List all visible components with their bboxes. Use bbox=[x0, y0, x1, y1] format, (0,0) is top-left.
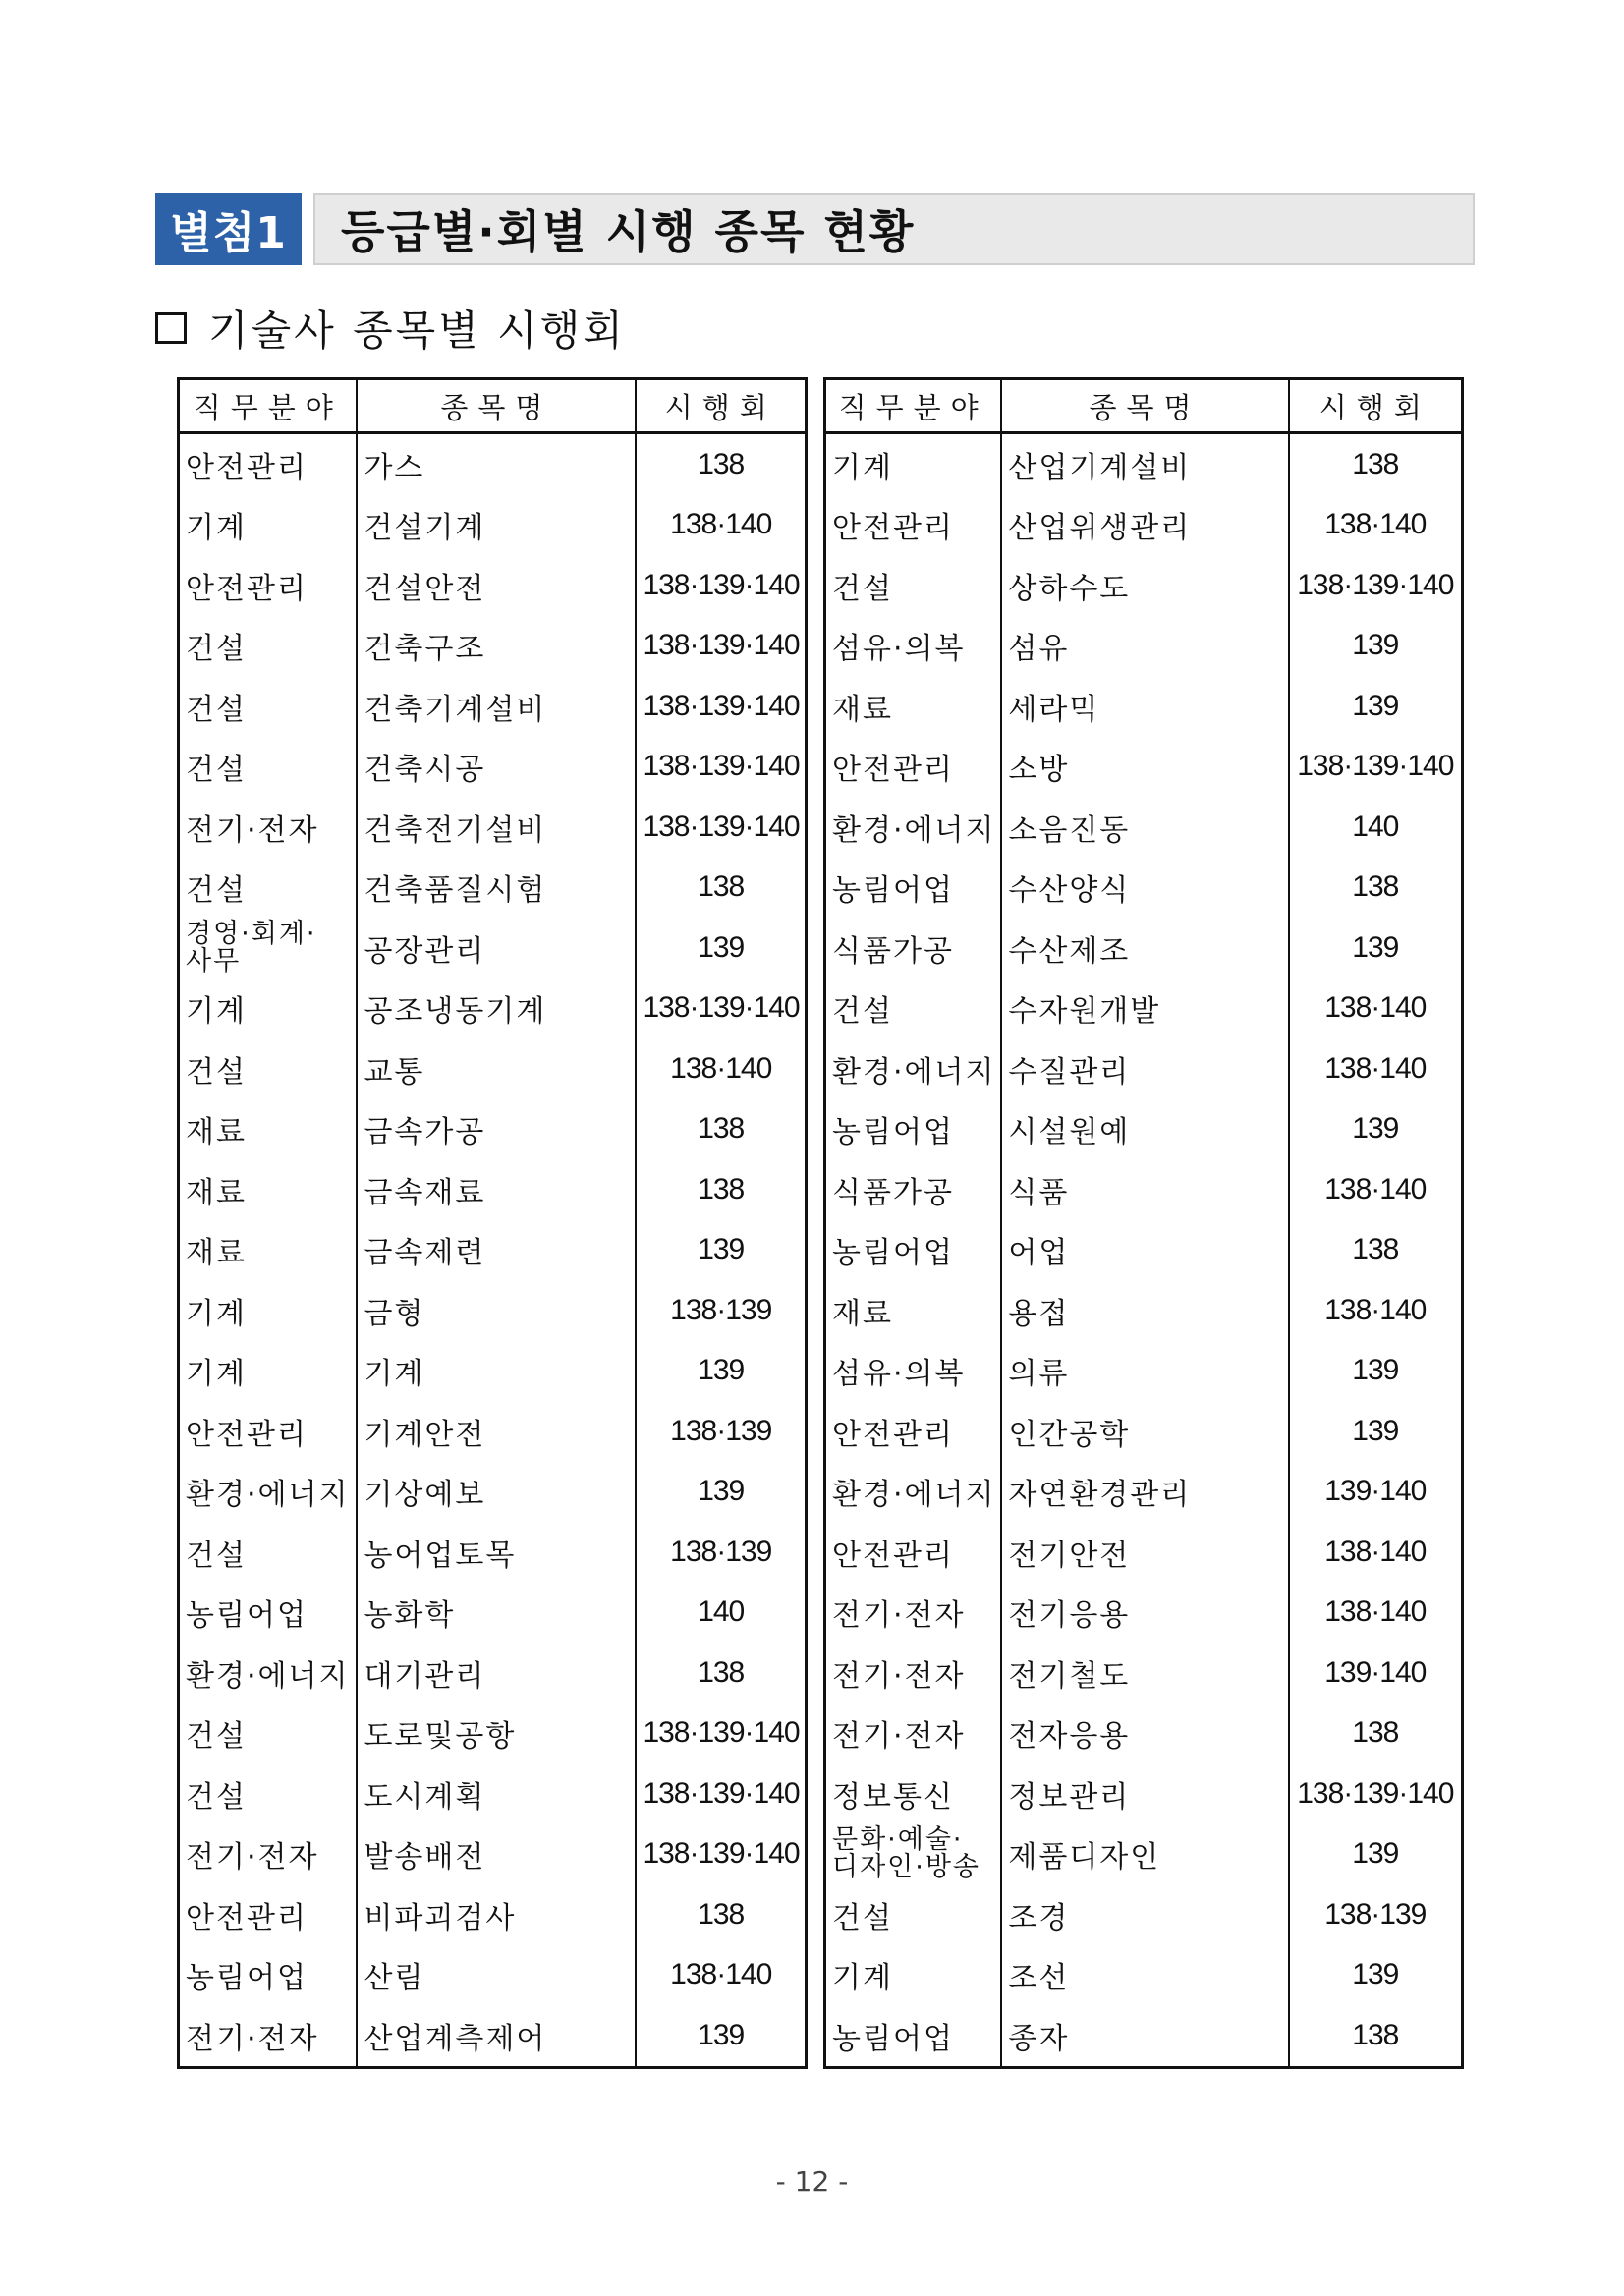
table-row bbox=[825, 1522, 1463, 1583]
item-name-cell: 비파괴검사 bbox=[357, 1884, 636, 1945]
item-name-cell: 건설기계 bbox=[357, 495, 636, 556]
job-field-cell: 농림어업 bbox=[186, 1598, 308, 1634]
column-header-rounds: 시행회 bbox=[1289, 379, 1463, 433]
rounds-cell: 138·140 bbox=[636, 1945, 806, 2006]
column-header-item: 종목명 bbox=[357, 379, 636, 433]
item-name-cell: 산업위생관리 bbox=[1001, 495, 1288, 556]
table-header-row bbox=[825, 379, 1463, 433]
job-field-line: 경영·회계· bbox=[186, 918, 317, 949]
job-field-cell: 환경·에너지 bbox=[832, 1054, 996, 1090]
table-row bbox=[825, 797, 1463, 858]
appendix-badge: 별첨1 bbox=[155, 193, 302, 265]
job-field-cell: 건설 bbox=[186, 1538, 247, 1573]
rounds-cell: 138·140 bbox=[1289, 495, 1463, 556]
table-row bbox=[825, 858, 1463, 919]
item-name-cell: 전기안전 bbox=[1001, 1522, 1288, 1583]
rounds-cell: 138·140 bbox=[1289, 1583, 1463, 1644]
item-name-cell: 건축품질시험 bbox=[357, 858, 636, 919]
job-field-cell: 기계 bbox=[186, 1357, 247, 1392]
table-row bbox=[179, 1704, 807, 1764]
job-field-cell: 농림어업 bbox=[186, 1961, 308, 1996]
job-field-cell: 전기·전자 bbox=[186, 1840, 319, 1876]
table-row bbox=[825, 495, 1463, 556]
job-field-cell: 건설 bbox=[186, 753, 247, 788]
rounds-cell: 139 bbox=[1289, 676, 1463, 737]
job-field-cell: 식품가공 bbox=[832, 933, 954, 969]
item-name-cell: 산림 bbox=[357, 1945, 636, 2006]
job-field-cell: 정보통신 bbox=[832, 1779, 954, 1815]
rounds-cell: 140 bbox=[1289, 797, 1463, 858]
rounds-cell: 138 bbox=[636, 1643, 806, 1704]
item-name-cell: 가스 bbox=[357, 433, 636, 495]
table-row bbox=[179, 676, 807, 737]
rounds-cell: 139 bbox=[1289, 616, 1463, 677]
rounds-cell: 138·139 bbox=[636, 1522, 806, 1583]
table-row bbox=[179, 1159, 807, 1220]
table-row bbox=[179, 918, 807, 979]
rounds-cell: 138 bbox=[1289, 2005, 1463, 2067]
table-row bbox=[825, 737, 1463, 798]
table-row bbox=[179, 1583, 807, 1644]
rounds-cell: 138·139·140 bbox=[1289, 737, 1463, 798]
rounds-cell: 138·139·140 bbox=[1289, 1764, 1463, 1824]
job-field-cell: 섬유·의복 bbox=[832, 1357, 966, 1392]
job-field-cell: 전기·전자 bbox=[832, 1658, 966, 1694]
rounds-cell: 138 bbox=[1289, 433, 1463, 495]
table-row bbox=[825, 1764, 1463, 1824]
appendix-title bbox=[155, 193, 1475, 265]
rounds-cell: 138 bbox=[636, 1884, 806, 1945]
item-name-cell: 인간공학 bbox=[1001, 1401, 1288, 1462]
job-field-cell: 기계 bbox=[186, 1296, 247, 1331]
item-name-cell: 조선 bbox=[1001, 1945, 1288, 2006]
rounds-cell: 138 bbox=[1289, 858, 1463, 919]
checkbox-icon bbox=[155, 312, 187, 344]
table-row bbox=[825, 1280, 1463, 1341]
job-field-cell bbox=[179, 918, 358, 979]
table-row bbox=[825, 555, 1463, 616]
rounds-cell: 138·140 bbox=[1289, 1038, 1463, 1099]
job-field-cell: 안전관리 bbox=[186, 571, 308, 606]
table-row bbox=[179, 1099, 807, 1160]
rounds-cell: 138·139·140 bbox=[636, 737, 806, 798]
rounds-cell: 138·140 bbox=[1289, 1280, 1463, 1341]
job-field-cell: 식품가공 bbox=[832, 1175, 954, 1210]
job-field-cell: 환경·에너지 bbox=[832, 1478, 996, 1513]
rounds-cell: 139 bbox=[1289, 1341, 1463, 1402]
table-row bbox=[825, 1159, 1463, 1220]
job-field-cell: 섬유·의복 bbox=[832, 632, 966, 667]
rounds-cell: 139 bbox=[1289, 1099, 1463, 1160]
job-field-cell: 전기·전자 bbox=[186, 812, 319, 848]
rounds-cell: 138·139·140 bbox=[636, 616, 806, 677]
job-field-cell: 농림어업 bbox=[832, 1236, 954, 1271]
rounds-cell: 139 bbox=[636, 1341, 806, 1402]
item-name-cell: 금형 bbox=[357, 1280, 636, 1341]
job-field-cell: 안전관리 bbox=[186, 1900, 308, 1935]
table-row bbox=[179, 737, 807, 798]
rounds-cell: 139·140 bbox=[1289, 1462, 1463, 1523]
table-row bbox=[825, 1583, 1463, 1644]
job-field-cell: 안전관리 bbox=[832, 1417, 954, 1452]
item-name-cell: 기상예보 bbox=[357, 1462, 636, 1523]
rounds-cell: 138·139 bbox=[636, 1401, 806, 1462]
column-header-item: 종목명 bbox=[1001, 379, 1288, 433]
rounds-cell: 138·139·140 bbox=[636, 555, 806, 616]
table-row bbox=[825, 1341, 1463, 1402]
job-field-cell: 기계 bbox=[186, 511, 247, 546]
job-field-cell: 재료 bbox=[832, 692, 893, 727]
table-row bbox=[825, 979, 1463, 1039]
rounds-cell: 138·139·140 bbox=[636, 979, 806, 1039]
rounds-cell: 138·139·140 bbox=[1289, 555, 1463, 616]
job-field-cell: 재료 bbox=[186, 1115, 247, 1150]
left-table-body bbox=[179, 433, 807, 2068]
job-field-cell: 농림어업 bbox=[832, 1115, 954, 1150]
table-row bbox=[179, 2005, 807, 2067]
table-row bbox=[179, 1341, 807, 1402]
job-field-cell: 기계 bbox=[832, 450, 893, 485]
job-field-cell: 기계 bbox=[186, 994, 247, 1030]
left-table bbox=[177, 377, 808, 2069]
table-row bbox=[825, 1884, 1463, 1945]
rounds-cell: 139 bbox=[1289, 1824, 1463, 1885]
appendix-title-text: 등급별·회별 시행 종목 현황 bbox=[313, 193, 1475, 265]
rounds-cell: 140 bbox=[636, 1583, 806, 1644]
rounds-cell: 138 bbox=[636, 1099, 806, 1160]
table-row bbox=[825, 1824, 1463, 1885]
rounds-cell: 138·139 bbox=[1289, 1884, 1463, 1945]
job-field-cell: 건설 bbox=[186, 692, 247, 727]
column-header-field: 직무분야 bbox=[825, 379, 1002, 433]
item-name-cell: 금속가공 bbox=[357, 1099, 636, 1160]
section-title-text: 기술사 종목별 시행회 bbox=[208, 307, 626, 355]
table-row bbox=[825, 1643, 1463, 1704]
table-row bbox=[179, 1884, 807, 1945]
rounds-cell: 138 bbox=[1289, 1220, 1463, 1281]
table-row bbox=[825, 433, 1463, 495]
table-row bbox=[179, 797, 807, 858]
table-row bbox=[825, 1462, 1463, 1523]
item-name-cell: 전기철도 bbox=[1001, 1643, 1288, 1704]
table-row bbox=[179, 1522, 807, 1583]
job-field-cell: 재료 bbox=[186, 1175, 247, 1210]
table-row bbox=[179, 1220, 807, 1281]
item-name-cell: 어업 bbox=[1001, 1220, 1288, 1281]
table-row bbox=[179, 1401, 807, 1462]
job-field-line: 문화·예술· bbox=[832, 1824, 964, 1856]
job-field-cell: 환경·에너지 bbox=[186, 1478, 350, 1513]
job-field-cell: 건설 bbox=[186, 1054, 247, 1090]
rounds-cell: 139 bbox=[1289, 918, 1463, 979]
table-row bbox=[825, 918, 1463, 979]
job-field-cell: 안전관리 bbox=[832, 511, 954, 546]
table-row bbox=[825, 1945, 1463, 2006]
rounds-cell: 138 bbox=[636, 1159, 806, 1220]
table-row bbox=[179, 495, 807, 556]
column-header-field: 직무분야 bbox=[179, 379, 358, 433]
item-name-cell: 대기관리 bbox=[357, 1643, 636, 1704]
item-name-cell: 산업기계설비 bbox=[1001, 433, 1288, 495]
rounds-cell: 139 bbox=[1289, 1945, 1463, 2006]
item-name-cell: 전기응용 bbox=[1001, 1583, 1288, 1644]
rounds-cell: 138 bbox=[636, 858, 806, 919]
rounds-cell: 139·140 bbox=[1289, 1643, 1463, 1704]
rounds-cell: 139 bbox=[636, 1220, 806, 1281]
rounds-cell: 138·140 bbox=[1289, 979, 1463, 1039]
item-name-cell: 종자 bbox=[1001, 2005, 1288, 2067]
item-name-cell: 금속제련 bbox=[357, 1220, 636, 1281]
item-name-cell: 세라믹 bbox=[1001, 676, 1288, 737]
item-name-cell: 산업계측제어 bbox=[357, 2005, 636, 2067]
table-row bbox=[179, 979, 807, 1039]
rounds-cell: 138 bbox=[1289, 1704, 1463, 1764]
job-field-cell: 농림어업 bbox=[832, 873, 954, 909]
item-name-cell: 기계 bbox=[357, 1341, 636, 1402]
job-field-cell: 안전관리 bbox=[186, 450, 308, 485]
item-name-cell: 소방 bbox=[1001, 737, 1288, 798]
job-field-cell: 건설 bbox=[186, 1779, 247, 1815]
table-header-row bbox=[179, 379, 807, 433]
item-name-cell: 시설원예 bbox=[1001, 1099, 1288, 1160]
item-name-cell: 건축시공 bbox=[357, 737, 636, 798]
job-field-cell: 농림어업 bbox=[832, 2021, 954, 2056]
table-row bbox=[825, 1099, 1463, 1160]
rounds-cell: 139 bbox=[636, 918, 806, 979]
table-row bbox=[179, 1280, 807, 1341]
table-row bbox=[179, 1038, 807, 1099]
job-field-cell bbox=[825, 1824, 1002, 1885]
rounds-cell: 138·140 bbox=[636, 495, 806, 556]
item-name-cell: 금속재료 bbox=[357, 1159, 636, 1220]
section-heading bbox=[155, 301, 626, 356]
table-row bbox=[179, 858, 807, 919]
column-header-rounds: 시행회 bbox=[636, 379, 806, 433]
table-row bbox=[179, 1824, 807, 1885]
rounds-cell: 138·139·140 bbox=[636, 1764, 806, 1824]
item-name-cell: 공장관리 bbox=[357, 918, 636, 979]
rounds-cell: 138·140 bbox=[636, 1038, 806, 1099]
item-name-cell: 건축기계설비 bbox=[357, 676, 636, 737]
rounds-cell: 139 bbox=[1289, 1401, 1463, 1462]
item-name-cell: 농어업토목 bbox=[357, 1522, 636, 1583]
job-field-cell: 안전관리 bbox=[832, 1538, 954, 1573]
item-name-cell: 공조냉동기계 bbox=[357, 979, 636, 1039]
item-name-cell: 조경 bbox=[1001, 1884, 1288, 1945]
table-row bbox=[825, 1401, 1463, 1462]
job-field-cell: 건설 bbox=[186, 632, 247, 667]
rounds-cell: 138·139·140 bbox=[636, 797, 806, 858]
item-name-cell: 수자원개발 bbox=[1001, 979, 1288, 1039]
rounds-cell: 138·139·140 bbox=[636, 1704, 806, 1764]
job-field-cell: 전기·전자 bbox=[832, 1598, 966, 1634]
right-table bbox=[823, 377, 1464, 2069]
right-table-body bbox=[825, 433, 1463, 2068]
item-name-cell: 정보관리 bbox=[1001, 1764, 1288, 1824]
rounds-cell: 139 bbox=[636, 2005, 806, 2067]
job-field-line: 디자인·방송 bbox=[832, 1852, 980, 1883]
item-name-cell: 수산제조 bbox=[1001, 918, 1288, 979]
table-row bbox=[825, 1038, 1463, 1099]
table-row bbox=[825, 1704, 1463, 1764]
job-field-line: 사무 bbox=[186, 945, 242, 977]
table-row bbox=[179, 1462, 807, 1523]
table-row bbox=[179, 433, 807, 495]
job-field-cell: 전기·전자 bbox=[186, 2021, 319, 2056]
rounds-cell: 138·139·140 bbox=[636, 1824, 806, 1885]
job-field-cell: 안전관리 bbox=[186, 1417, 308, 1452]
item-name-cell: 식품 bbox=[1001, 1159, 1288, 1220]
item-name-cell: 교통 bbox=[357, 1038, 636, 1099]
rounds-cell: 138·140 bbox=[1289, 1522, 1463, 1583]
job-field-cell: 건설 bbox=[832, 1900, 893, 1935]
item-name-cell: 자연환경관리 bbox=[1001, 1462, 1288, 1523]
job-field-cell: 건설 bbox=[832, 571, 893, 606]
item-name-cell: 섬유 bbox=[1001, 616, 1288, 677]
item-name-cell: 소음진동 bbox=[1001, 797, 1288, 858]
rounds-cell: 139 bbox=[636, 1462, 806, 1523]
job-field-cell: 재료 bbox=[186, 1236, 247, 1271]
item-name-cell: 용접 bbox=[1001, 1280, 1288, 1341]
table-row bbox=[825, 676, 1463, 737]
job-field-cell: 전기·전자 bbox=[832, 1719, 966, 1755]
item-name-cell: 도로및공항 bbox=[357, 1704, 636, 1764]
job-field-cell: 건설 bbox=[186, 1719, 247, 1755]
rounds-cell: 138·139·140 bbox=[636, 676, 806, 737]
item-name-cell: 전자응용 bbox=[1001, 1704, 1288, 1764]
table-row bbox=[179, 616, 807, 677]
table-row bbox=[825, 616, 1463, 677]
table-row bbox=[179, 555, 807, 616]
table-row bbox=[179, 1643, 807, 1704]
item-name-cell: 기계안전 bbox=[357, 1401, 636, 1462]
table-row bbox=[825, 1220, 1463, 1281]
item-name-cell: 상하수도 bbox=[1001, 555, 1288, 616]
item-name-cell: 의류 bbox=[1001, 1341, 1288, 1402]
job-field-cell: 건설 bbox=[186, 873, 247, 909]
job-field-cell: 기계 bbox=[832, 1961, 893, 1996]
item-name-cell: 발송배전 bbox=[357, 1824, 636, 1885]
table-row bbox=[179, 1764, 807, 1824]
item-name-cell: 건축전기설비 bbox=[357, 797, 636, 858]
rounds-cell: 138·139 bbox=[636, 1280, 806, 1341]
item-name-cell: 수질관리 bbox=[1001, 1038, 1288, 1099]
rounds-cell: 138 bbox=[636, 433, 806, 495]
job-field-cell: 환경·에너지 bbox=[186, 1658, 350, 1694]
item-name-cell: 농화학 bbox=[357, 1583, 636, 1644]
job-field-cell: 재료 bbox=[832, 1296, 893, 1331]
job-field-cell: 환경·에너지 bbox=[832, 812, 996, 848]
item-name-cell: 수산양식 bbox=[1001, 858, 1288, 919]
table-row bbox=[179, 1945, 807, 2006]
item-name-cell: 건설안전 bbox=[357, 555, 636, 616]
item-name-cell: 제품디자인 bbox=[1001, 1824, 1288, 1885]
rounds-cell: 138·140 bbox=[1289, 1159, 1463, 1220]
item-name-cell: 건축구조 bbox=[357, 616, 636, 677]
job-field-cell: 건설 bbox=[832, 994, 893, 1030]
page-number: - 12 - bbox=[775, 2165, 849, 2198]
item-name-cell: 도시계획 bbox=[357, 1764, 636, 1824]
table-row bbox=[825, 2005, 1463, 2067]
job-field-cell: 안전관리 bbox=[832, 753, 954, 788]
